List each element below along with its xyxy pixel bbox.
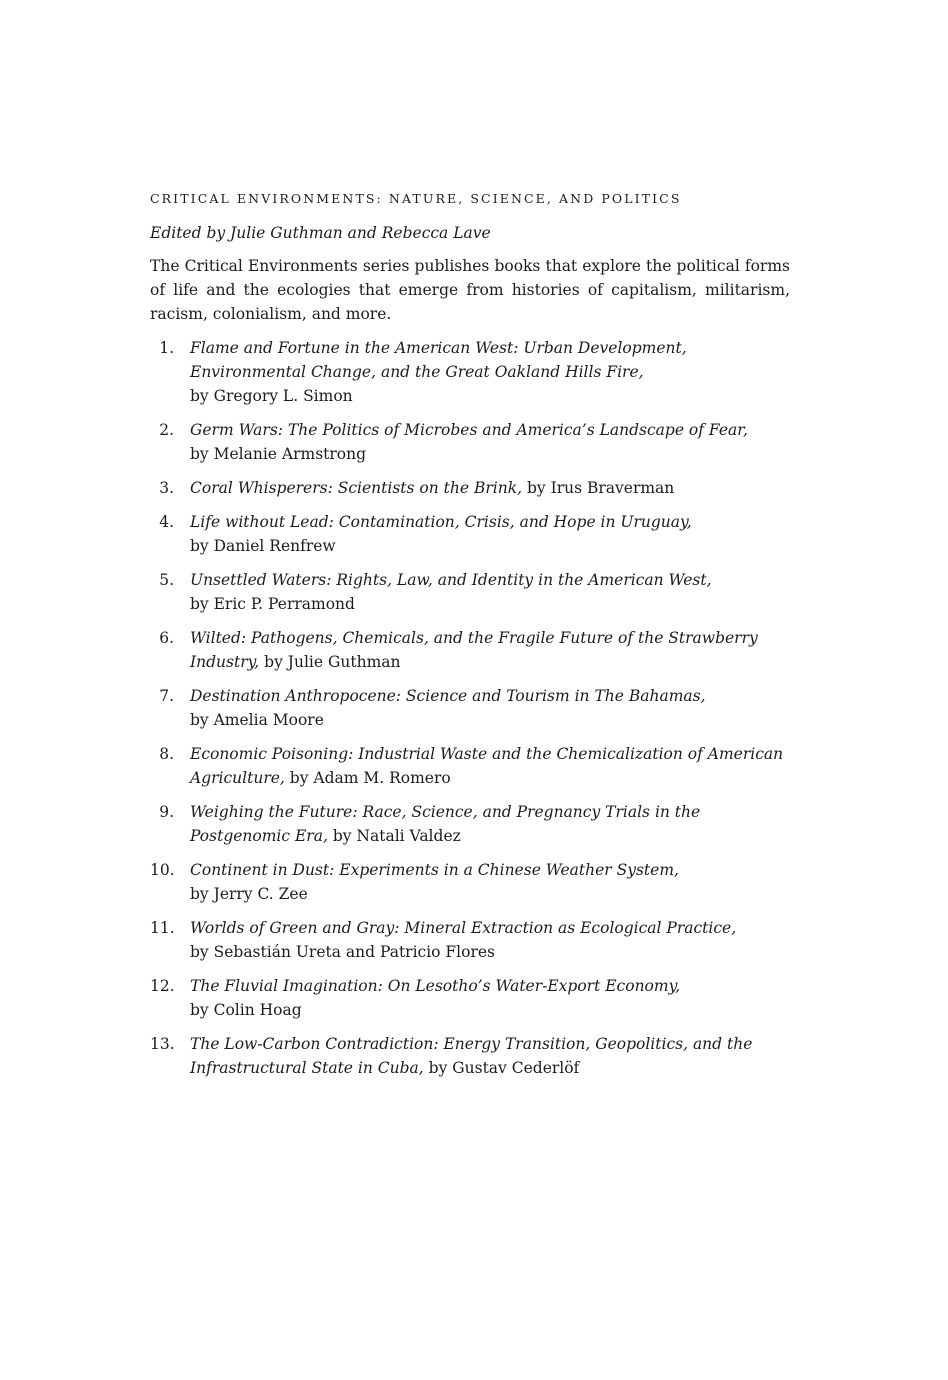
book-author: by Irus Braverman — [526, 479, 675, 497]
book-author: by Natali Valdez — [332, 827, 461, 845]
book-number: 8. — [159, 745, 174, 763]
book-number: 1. — [159, 339, 174, 357]
book-item — [150, 626, 790, 674]
book-number: 5. — [159, 571, 174, 589]
book-item — [150, 800, 790, 848]
book-title: Economic Poisoning: Industrial Waste and the Chemicalization of American Agriculture, — [190, 745, 784, 787]
book-title: Unsettled Waters: Rights, Law, and Identity in the American West, — [190, 571, 712, 589]
book-number: 12. — [150, 977, 175, 995]
book-title: Destination Anthropocene: Science and Tourism in The Bahamas, — [190, 687, 706, 705]
book-title: Weighing the Future: Race, Science, and Pregnancy Trials in the Postgenomic Era, — [190, 803, 701, 845]
book-number: 3. — [159, 479, 174, 497]
book-number: 13. — [150, 1035, 175, 1053]
book-author: by Daniel Renfrew — [190, 537, 336, 555]
book-item — [150, 568, 790, 616]
book-title: The Low-Carbon Contradiction: Energy Transition, Geopolitics, and the Infrastructural State in Cuba, — [190, 1035, 753, 1077]
series-description: The Critical Environments series publishes books that explore the political forms of life and the ecologies that emerge from histories of capitalism, militarism, racism, colonialism, and more. — [150, 257, 790, 323]
book-title: Flame and Fortune in the American West: Urban Development, Environmental Change, and the Great Oakland Hills Fire, — [190, 339, 687, 381]
book-author: by Jerry C. Zee — [190, 885, 308, 903]
book-number: 10. — [150, 861, 175, 879]
book-number: 7. — [159, 687, 174, 705]
series-title: CRITICAL ENVIRONMENTS: NATURE, SCIENCE, AND POLITICS — [150, 191, 682, 206]
book-author: by Amelia Moore — [190, 711, 324, 729]
book-item — [150, 916, 790, 964]
book-author: by Melanie Armstrong — [190, 445, 367, 463]
book-title: Coral Whisperers: Scientists on the Brink, — [190, 479, 523, 497]
book-item — [150, 742, 790, 790]
book-title: Wilted: Pathogens, Chemicals, and the Fragile Future of the Strawberry Industry, — [190, 629, 758, 671]
book-item — [150, 418, 790, 466]
book-item — [150, 684, 790, 732]
book-item — [150, 974, 790, 1022]
series-editors: Edited by Julie Guthman and Rebecca Lave — [150, 224, 491, 242]
book-author: by Julie Guthman — [264, 653, 401, 671]
book-author: by Gustav Cederlöf — [428, 1059, 580, 1077]
book-number: 11. — [150, 919, 175, 937]
book-title: Germ Wars: The Politics of Microbes and America’s Landscape of Fear, — [190, 421, 748, 439]
book-title: Continent in Dust: Experiments in a Chinese Weather System, — [190, 861, 679, 879]
book-author: by Eric P. Perramond — [190, 595, 355, 613]
book-author: by Adam M. Romero — [289, 769, 451, 787]
book-item — [150, 476, 790, 500]
book-item — [150, 336, 790, 408]
book-title: The Fluvial Imagination: On Lesotho’s Water-Export Economy, — [190, 977, 681, 995]
book-number: 4. — [159, 513, 174, 531]
book-item — [150, 858, 790, 906]
book-author: by Colin Hoag — [190, 1001, 302, 1019]
book-title: Life without Lead: Contamination, Crisis, and Hope in Uruguay, — [190, 513, 692, 531]
book-number: 9. — [159, 803, 174, 821]
book-number: 2. — [159, 421, 174, 439]
book-author: by Sebastián Ureta and Patricio Flores — [190, 943, 496, 961]
book-item — [150, 1032, 790, 1080]
series-page — [150, 190, 790, 1090]
book-title: Worlds of Green and Gray: Mineral Extraction as Ecological Practice, — [190, 919, 737, 937]
book-author: by Gregory L. Simon — [190, 387, 353, 405]
book-number: 6. — [159, 629, 174, 647]
book-list — [150, 336, 790, 1080]
book-item — [150, 510, 790, 558]
